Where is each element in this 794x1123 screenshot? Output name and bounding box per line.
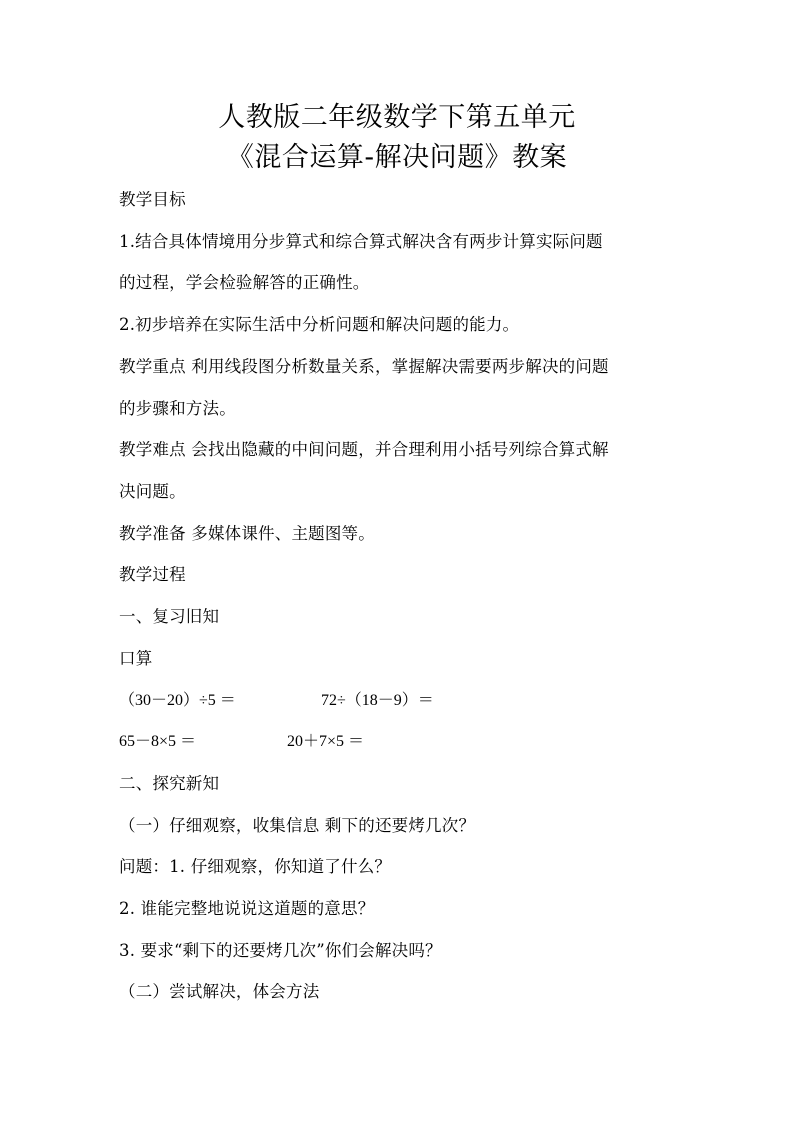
objective-2: 2.初步培养在实际生活中分析问题和解决问题的能力。 <box>119 315 520 334</box>
question-2: 2. 谁能完整地说说这道题的意思？ <box>119 899 375 918</box>
oral-calc-heading: 口算 <box>119 649 153 668</box>
section-2-heading: 二、探究新知 <box>119 774 220 793</box>
section-1-heading: 一、复习旧知 <box>119 607 220 626</box>
calc-expression-3: 65－8×5 ＝ <box>119 733 197 750</box>
subsection-1-heading: （一）仔细观察，收集信息 剩下的还要烤几次？ <box>119 816 476 835</box>
calc-expression-4: 20＋7×5 ＝ <box>287 733 365 750</box>
objective-heading: 教学目标 <box>119 190 186 209</box>
calc-expression-1: （30－20）÷5 ＝ <box>119 692 236 709</box>
question-3: 3. 要求“剩下的还要烤几次”你们会解决吗？ <box>119 941 442 960</box>
document-subtitle: 《混合运算-解决问题》教案 <box>226 142 568 173</box>
key-point-line-1: 教学重点 利用线段图分析数量关系，掌握解决需要两步解决的问题 <box>119 357 609 376</box>
objective-1-line-1: 1.结合具体情境用分步算式和综合算式解决含有两步计算实际问题 <box>119 232 603 251</box>
calc-expression-2: 72÷（18－9）＝ <box>321 692 434 709</box>
preparation: 教学准备 多媒体课件、主题图等。 <box>119 524 375 543</box>
document-title: 人教版二年级数学下第五单元 <box>218 102 576 133</box>
objective-1-line-2: 的过程，学会检验解答的正确性。 <box>119 273 370 292</box>
question-1: 问题：1. 仔细观察，你知道了什么？ <box>119 857 392 876</box>
difficulty-line-1: 教学难点 会找出隐藏的中间问题，并合理利用小括号列综合算式解 <box>119 440 609 459</box>
subsection-2-heading: （二）尝试解决，体会方法 <box>119 982 320 1001</box>
difficulty-line-2: 决问题。 <box>119 482 186 501</box>
process-heading: 教学过程 <box>119 565 186 584</box>
key-point-line-2: 的步骤和方法。 <box>119 399 236 418</box>
